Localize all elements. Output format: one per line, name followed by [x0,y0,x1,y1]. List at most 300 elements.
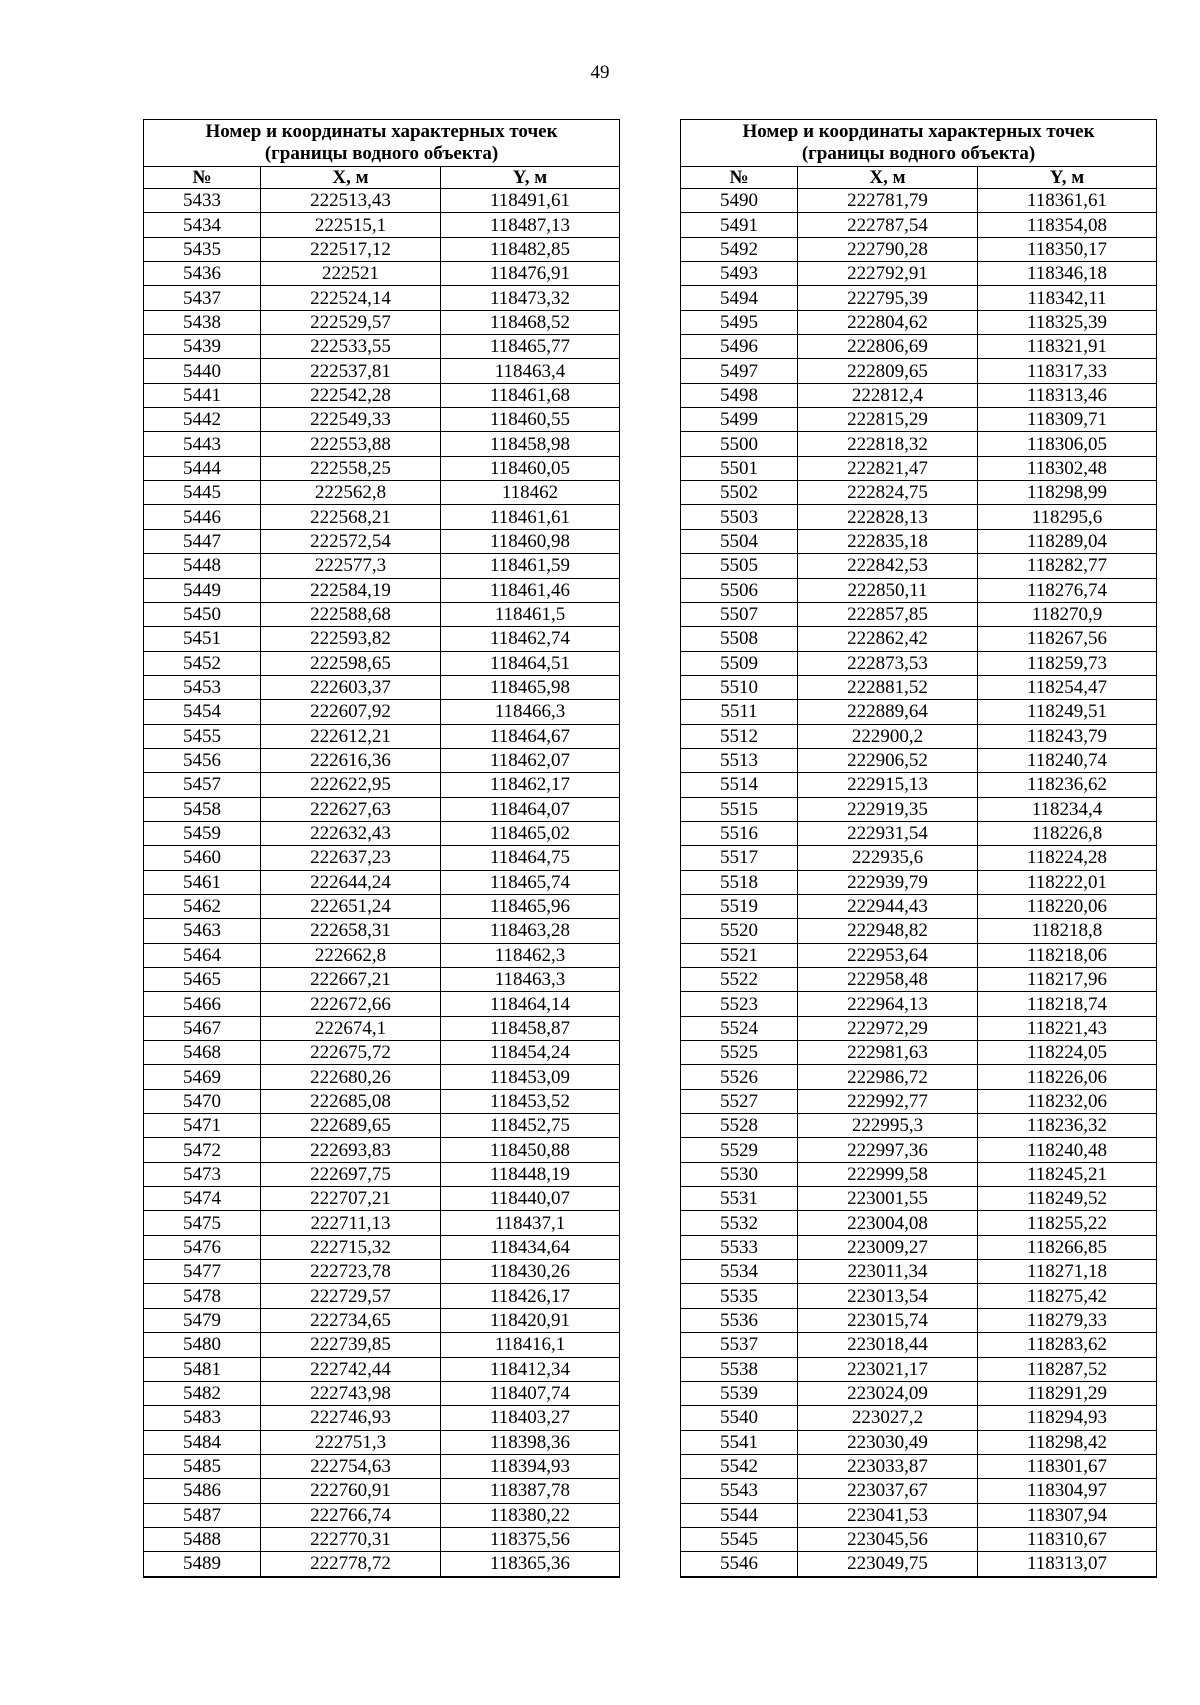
cell-number: 5438 [144,310,261,334]
table-row [681,1308,1157,1332]
cell-x: 222818,32 [798,432,978,456]
cell-x: 222997,36 [798,1138,978,1162]
cell-y: 118466,3 [441,700,620,724]
cell-x: 223045,56 [798,1527,978,1551]
cell-x: 223037,67 [798,1479,978,1503]
cell-y: 118487,13 [441,213,620,237]
cell-y: 118365,36 [441,1552,620,1577]
table-row [681,748,1157,772]
cell-number: 5461 [144,870,261,894]
cell-number: 5507 [681,602,798,626]
table-row [681,1527,1157,1551]
cell-number: 5536 [681,1308,798,1332]
cell-y: 118249,52 [978,1187,1157,1211]
cell-y: 118218,74 [978,992,1157,1016]
cell-y: 118220,06 [978,894,1157,918]
cell-y: 118298,99 [978,481,1157,505]
cell-x: 222685,08 [261,1089,441,1113]
cell-y: 118302,48 [978,456,1157,480]
cell-number: 5542 [681,1454,798,1478]
cell-x: 222568,21 [261,505,441,529]
table-row [144,432,620,456]
cell-x: 222593,82 [261,627,441,651]
table-row [144,943,620,967]
cell-number: 5452 [144,651,261,675]
table-row [144,456,620,480]
cell-y: 118289,04 [978,529,1157,553]
cell-x: 222862,42 [798,627,978,651]
cell-y: 118232,06 [978,1089,1157,1113]
table-row [681,675,1157,699]
table-row [681,286,1157,310]
cell-x: 222986,72 [798,1065,978,1089]
cell-y: 118354,08 [978,213,1157,237]
table-row [681,992,1157,1016]
cell-y: 118491,61 [441,189,620,213]
cell-x: 222515,1 [261,213,441,237]
cell-number: 5540 [681,1406,798,1430]
cell-number: 5466 [144,992,261,1016]
cell-x: 222915,13 [798,773,978,797]
cell-y: 118448,19 [441,1162,620,1186]
cell-x: 222770,31 [261,1527,441,1551]
cell-y: 118361,61 [978,189,1157,213]
cell-x: 222804,62 [798,310,978,334]
cell-x: 222603,37 [261,675,441,699]
table-row [144,870,620,894]
table-title-line1: Номер и координаты характерных точек [205,121,558,142]
cell-y: 118468,52 [441,310,620,334]
cell-y: 118464,51 [441,651,620,675]
cell-x: 222787,54 [798,213,978,237]
column-header-y: Y, м [441,167,620,189]
table-row [144,554,620,578]
cell-number: 5501 [681,456,798,480]
cell-x: 222815,29 [798,408,978,432]
cell-y: 118240,48 [978,1138,1157,1162]
cell-x: 222995,3 [798,1114,978,1138]
cell-number: 5516 [681,821,798,845]
table-row [144,992,620,1016]
table-row [681,1211,1157,1235]
cell-x: 222935,6 [798,846,978,870]
cell-x: 222766,74 [261,1503,441,1527]
cell-y: 118394,93 [441,1454,620,1478]
cell-number: 5445 [144,481,261,505]
table-row [681,408,1157,432]
cell-x: 222607,92 [261,700,441,724]
cell-number: 5446 [144,505,261,529]
cell-number: 5489 [144,1552,261,1577]
table-row [144,1138,620,1162]
cell-y: 118307,94 [978,1503,1157,1527]
cell-x: 222537,81 [261,359,441,383]
table-row [681,651,1157,675]
cell-number: 5457 [144,773,261,797]
cell-y: 118476,91 [441,262,620,286]
cell-x: 223013,54 [798,1284,978,1308]
coordinates-table-right [680,119,1157,1578]
cell-x: 222572,54 [261,529,441,553]
cell-number: 5510 [681,675,798,699]
coordinates-table-left [143,119,620,1578]
table-row [144,335,620,359]
table-row [144,408,620,432]
cell-y: 118317,33 [978,359,1157,383]
cell-number: 5443 [144,432,261,456]
cell-x: 222524,14 [261,286,441,310]
cell-number: 5545 [681,1527,798,1551]
cell-x: 222632,43 [261,821,441,845]
cell-x: 222662,8 [261,943,441,967]
table-row [144,968,620,992]
cell-number: 5504 [681,529,798,553]
cell-number: 5465 [144,968,261,992]
cell-y: 118275,42 [978,1284,1157,1308]
table-row [681,1138,1157,1162]
cell-y: 118226,8 [978,821,1157,845]
cell-number: 5500 [681,432,798,456]
cell-x: 222693,83 [261,1138,441,1162]
cell-x: 223024,09 [798,1381,978,1405]
cell-x: 222939,79 [798,870,978,894]
cell-number: 5519 [681,894,798,918]
table-row [144,1114,620,1138]
cell-number: 5514 [681,773,798,797]
cell-number: 5535 [681,1284,798,1308]
cell-number: 5434 [144,213,261,237]
table-row [681,456,1157,480]
table-row [681,1260,1157,1284]
cell-y: 118218,06 [978,943,1157,967]
cell-number: 5495 [681,310,798,334]
table-row [144,797,620,821]
table-row [144,359,620,383]
table-row [681,383,1157,407]
table-row [144,700,620,724]
cell-number: 5532 [681,1211,798,1235]
table-row [681,700,1157,724]
cell-y: 118461,59 [441,554,620,578]
cell-number: 5433 [144,189,261,213]
cell-x: 222948,82 [798,919,978,943]
cell-number: 5494 [681,286,798,310]
cell-x: 222981,63 [798,1041,978,1065]
table-row [144,919,620,943]
cell-x: 222953,64 [798,943,978,967]
cell-number: 5439 [144,335,261,359]
cell-number: 5496 [681,335,798,359]
cell-x: 222889,64 [798,700,978,724]
column-header-number: № [144,167,261,189]
table-row [681,968,1157,992]
cell-y: 118222,01 [978,870,1157,894]
cell-y: 118458,87 [441,1016,620,1040]
cell-y: 118450,88 [441,1138,620,1162]
cell-x: 222824,75 [798,481,978,505]
cell-y: 118465,02 [441,821,620,845]
cell-number: 5503 [681,505,798,529]
cell-y: 118412,34 [441,1357,620,1381]
cell-number: 5480 [144,1333,261,1357]
table-row [144,1430,620,1454]
cell-x: 222809,65 [798,359,978,383]
cell-x: 223009,27 [798,1235,978,1259]
cell-y: 118304,97 [978,1479,1157,1503]
table-row [144,1454,620,1478]
cell-number: 5441 [144,383,261,407]
cell-y: 118226,06 [978,1065,1157,1089]
cell-number: 5478 [144,1284,261,1308]
cell-x: 222873,53 [798,651,978,675]
cell-number: 5515 [681,797,798,821]
cell-number: 5464 [144,943,261,967]
table-row [144,821,620,845]
table-title [144,120,620,167]
cell-x: 222553,88 [261,432,441,456]
table-row [144,1357,620,1381]
cell-y: 118420,91 [441,1308,620,1332]
cell-x: 222542,28 [261,383,441,407]
cell-x: 222584,19 [261,578,441,602]
cell-y: 118240,74 [978,748,1157,772]
table-row [681,481,1157,505]
cell-y: 118224,05 [978,1041,1157,1065]
cell-x: 222598,65 [261,651,441,675]
table-row [144,1211,620,1235]
cell-y: 118464,75 [441,846,620,870]
cell-x: 222821,47 [798,456,978,480]
cell-number: 5527 [681,1089,798,1113]
cell-x: 222778,72 [261,1552,441,1577]
cell-number: 5455 [144,724,261,748]
cell-y: 118254,47 [978,675,1157,699]
table-row [144,213,620,237]
cell-y: 118440,07 [441,1187,620,1211]
cell-number: 5511 [681,700,798,724]
cell-number: 5474 [144,1187,261,1211]
cell-y: 118452,75 [441,1114,620,1138]
table-row [681,894,1157,918]
cell-y: 118460,05 [441,456,620,480]
cell-number: 5477 [144,1260,261,1284]
table-row [144,237,620,261]
cell-x: 222806,69 [798,335,978,359]
cell-y: 118298,42 [978,1430,1157,1454]
table-title [681,120,1157,167]
cell-x: 222558,25 [261,456,441,480]
table-row [681,1454,1157,1478]
cell-y: 118221,43 [978,1016,1157,1040]
cell-y: 118287,52 [978,1357,1157,1381]
cell-number: 5502 [681,481,798,505]
cell-number: 5513 [681,748,798,772]
cell-x: 222612,21 [261,724,441,748]
cell-x: 223030,49 [798,1430,978,1454]
cell-number: 5524 [681,1016,798,1040]
table-row [681,1162,1157,1186]
column-header-x: X, м [261,167,441,189]
cell-y: 118306,05 [978,432,1157,456]
cell-number: 5520 [681,919,798,943]
cell-x: 222644,24 [261,870,441,894]
table-row [681,870,1157,894]
cell-x: 222743,98 [261,1381,441,1405]
table-row [144,1479,620,1503]
cell-y: 118342,11 [978,286,1157,310]
cell-number: 5491 [681,213,798,237]
cell-x: 222529,57 [261,310,441,334]
table-row [144,286,620,310]
table-row [144,1260,620,1284]
column-header-y: Y, м [978,167,1157,189]
cell-number: 5470 [144,1089,261,1113]
cell-y: 118380,22 [441,1503,620,1527]
table-row [144,627,620,651]
table-row [681,1016,1157,1040]
cell-x: 222850,11 [798,578,978,602]
cell-x: 223049,75 [798,1552,978,1577]
cell-y: 118453,09 [441,1065,620,1089]
cell-x: 223001,55 [798,1187,978,1211]
table-row [681,1552,1157,1577]
cell-y: 118462,74 [441,627,620,651]
cell-x: 222881,52 [798,675,978,699]
cell-y: 118460,98 [441,529,620,553]
cell-number: 5450 [144,602,261,626]
table-row [144,1016,620,1040]
table-row [144,1235,620,1259]
cell-number: 5534 [681,1260,798,1284]
table-row [681,554,1157,578]
cell-x: 222672,66 [261,992,441,1016]
cell-y: 118282,77 [978,554,1157,578]
table-row [681,1089,1157,1113]
cell-y: 118346,18 [978,262,1157,286]
cell-number: 5447 [144,529,261,553]
cell-x: 222999,58 [798,1162,978,1186]
cell-x: 222751,3 [261,1430,441,1454]
cell-y: 118325,39 [978,310,1157,334]
cell-number: 5505 [681,554,798,578]
cell-number: 5483 [144,1406,261,1430]
cell-x: 222729,57 [261,1284,441,1308]
table-row [144,1406,620,1430]
cell-y: 118224,28 [978,846,1157,870]
cell-number: 5537 [681,1333,798,1357]
cell-x: 223041,53 [798,1503,978,1527]
cell-number: 5482 [144,1381,261,1405]
cell-number: 5522 [681,968,798,992]
cell-y: 118243,79 [978,724,1157,748]
cell-x: 222760,91 [261,1479,441,1503]
cell-y: 118465,98 [441,675,620,699]
table-row [681,846,1157,870]
cell-x: 222781,79 [798,189,978,213]
cell-y: 118283,62 [978,1333,1157,1357]
table-title-line1: Номер и координаты характерных точек [742,121,1095,142]
table-row [681,189,1157,213]
cell-number: 5541 [681,1430,798,1454]
table-row [144,846,620,870]
table-row [144,773,620,797]
table-row [144,1041,620,1065]
cell-number: 5490 [681,189,798,213]
cell-number: 5436 [144,262,261,286]
cell-x: 222754,63 [261,1454,441,1478]
table-row [681,773,1157,797]
cell-number: 5517 [681,846,798,870]
cell-number: 5497 [681,359,798,383]
cell-x: 222521 [261,262,441,286]
cell-x: 222588,68 [261,602,441,626]
cell-x: 222517,12 [261,237,441,261]
cell-x: 222842,53 [798,554,978,578]
cell-x: 223027,2 [798,1406,978,1430]
cell-y: 118276,74 [978,578,1157,602]
table-row [681,578,1157,602]
cell-y: 118255,22 [978,1211,1157,1235]
cell-x: 223018,44 [798,1333,978,1357]
table-row [144,578,620,602]
cell-y: 118465,77 [441,335,620,359]
cell-x: 222680,26 [261,1065,441,1089]
table-row [681,529,1157,553]
column-header-number: № [681,167,798,189]
cell-number: 5499 [681,408,798,432]
cell-x: 222972,29 [798,1016,978,1040]
table-row [681,1041,1157,1065]
table-row [144,1284,620,1308]
cell-y: 118245,21 [978,1162,1157,1186]
cell-y: 118463,4 [441,359,620,383]
cell-number: 5508 [681,627,798,651]
cell-number: 5449 [144,578,261,602]
cell-number: 5523 [681,992,798,1016]
cell-y: 118295,6 [978,505,1157,529]
cell-number: 5467 [144,1016,261,1040]
table-row [144,1552,620,1577]
cell-number: 5473 [144,1162,261,1186]
cell-y: 118426,17 [441,1284,620,1308]
cell-y: 118271,18 [978,1260,1157,1284]
cell-number: 5471 [144,1114,261,1138]
cell-x: 222739,85 [261,1333,441,1357]
table-body [681,189,1157,1577]
cell-x: 223021,17 [798,1357,978,1381]
table-row [144,602,620,626]
cell-number: 5518 [681,870,798,894]
cell-y: 118403,27 [441,1406,620,1430]
cell-number: 5506 [681,578,798,602]
cell-x: 223004,08 [798,1211,978,1235]
table-row [681,724,1157,748]
cell-y: 118437,1 [441,1211,620,1235]
cell-x: 222742,44 [261,1357,441,1381]
cell-number: 5463 [144,919,261,943]
cell-x: 222734,65 [261,1308,441,1332]
cell-x: 222622,95 [261,773,441,797]
table-row [144,1308,620,1332]
cell-x: 222707,21 [261,1187,441,1211]
cell-number: 5530 [681,1162,798,1186]
cell-number: 5533 [681,1235,798,1259]
cell-y: 118464,67 [441,724,620,748]
cell-number: 5479 [144,1308,261,1332]
table-row [681,335,1157,359]
cell-number: 5543 [681,1479,798,1503]
cell-y: 118434,64 [441,1235,620,1259]
